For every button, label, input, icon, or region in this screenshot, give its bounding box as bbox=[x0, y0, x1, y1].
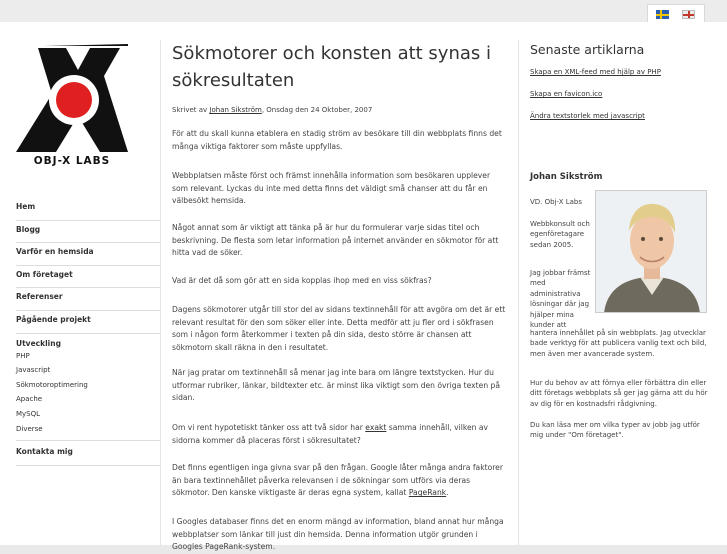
nav-item-kontakta-mig[interactable]: Kontakta mig bbox=[16, 443, 160, 466]
bio-paragraph: Hur du behov av att förnya eller förbättra din eller ditt företags webbplats så ger jag gärna att du hör av dig för en kostnadsfri rådgivning. bbox=[530, 379, 708, 408]
nav-subitem-apache[interactable]: Apache bbox=[16, 395, 43, 404]
article-meta bbox=[172, 106, 372, 114]
author-photo bbox=[595, 190, 707, 313]
article-paragraph: För att du skall kunna etablera en stadig ström av besökare till din webbplats finns det många viktiga faktorer som måste uppfyllas. bbox=[172, 129, 502, 151]
page bbox=[0, 22, 727, 552]
logo-text: OBJ-X LABS bbox=[33, 155, 111, 167]
exakt-link[interactable]: exakt bbox=[365, 423, 387, 432]
pagerank-link[interactable]: PageRank bbox=[408, 488, 447, 498]
nav-subitem-diverse[interactable]: Diverse bbox=[16, 424, 43, 433]
left-sidebar bbox=[0, 22, 160, 545]
uk-flag-icon[interactable] bbox=[682, 10, 695, 19]
nav-item-hem[interactable]: Hem bbox=[16, 198, 160, 221]
latest-articles-heading: Senaste artiklarna bbox=[530, 42, 645, 57]
nav-subitem-php[interactable]: PHP bbox=[16, 351, 30, 360]
right-divider bbox=[518, 40, 519, 545]
article-paragraph: Dagens sökmotorer utgår till stor del av sidans textinnehåll för att avgöra om det är ett relevant resultat för den som söker eller inte. Detta medför att ju fler ord i sökfrasen som i någon form återkommer i texten på din sida, desto större är chansen att sökmotorn skall räkna in den i resultatet. bbox=[172, 305, 506, 352]
nav-subitem-javascript[interactable]: Javascript bbox=[16, 366, 51, 375]
nav-item-utveckling[interactable]: Utveckling bbox=[16, 338, 61, 348]
nav-item-blogg[interactable]: Blogg bbox=[16, 221, 160, 244]
article-paragraph: Webbplatsen måste först och främst innehålla information som besökaren upplever som relevant. Lyckas du inte med detta finns det väldigt små chanser att du får en välbesökt hemsida. bbox=[172, 171, 491, 206]
article-paragraph: Något annat som är viktigt att tänka på är hur du formulerar varje sidas titel och beskrivning. De flesta som letar information på internet använder en sökmotor för att hitta vad de söker. bbox=[172, 223, 499, 258]
logo-x-icon bbox=[16, 44, 128, 154]
meta-date: , Onsdag den 24 Oktober, 2007 bbox=[261, 106, 373, 114]
bio-paragraph: Jag jobbar främst med administrativa lösningar där jag hjälper mina kunder att bbox=[530, 269, 591, 330]
article-paragraph: I Googles databaser finns det en enorm mängd av information, bland annat hur många webbplatser som länkar till just din hemsida. Denna information utgör grunden i Googles PageRank-system. bbox=[172, 517, 504, 552]
p8-text: Det finns egentligen inga givna svar på den frågan. Google låter många andra faktorer än bara textinnehållet påverka relevansen i de sökningar som utförs via deras sökmotor. Den kanske viktigaste är deras egna system, kallat bbox=[172, 463, 503, 498]
nav-subitem-sokmotoroptimering[interactable]: Sökmotoroptimering bbox=[16, 380, 88, 389]
p7-text: Om vi rent hypotetiskt tänker oss att två sidor har bbox=[172, 423, 366, 432]
logo[interactable] bbox=[16, 44, 128, 174]
sweden-flag-icon[interactable] bbox=[656, 10, 669, 19]
author-link[interactable]: Johan Sikström bbox=[209, 106, 262, 114]
nav-item-referenser[interactable]: Referenser bbox=[16, 288, 160, 311]
latest-article-link[interactable]: Ändra textstorlek med javascript bbox=[530, 112, 645, 120]
nav-subitem-mysql[interactable]: MySQL bbox=[16, 409, 41, 418]
language-switcher bbox=[647, 4, 705, 23]
bio-title: VD. Obj-X Labs bbox=[530, 198, 583, 206]
bio-paragraph: hantera innehållet på sin webbplats. Jag utvecklar bade verktyg för att publicera vanlig text och bild, men även mer avancerade system. bbox=[530, 329, 707, 358]
author-name: Johan Sikström bbox=[530, 172, 603, 182]
p7-text-end: samma innehåll, vilken av sidorna kommer då placeras först i sökresultatet? bbox=[172, 423, 489, 445]
nav-item-varfor-en-hemsida[interactable]: Varför en hemsida bbox=[16, 243, 160, 266]
article-paragraph bbox=[172, 422, 508, 447]
left-divider bbox=[160, 40, 161, 545]
article-paragraph: När jag pratar om textinnehåll så menar jag inte bara om längre textstycken. Hur du utformar rubriker, länkar, bildtexter etc. är minst lika viktigt som den övriga texten på sidan. bbox=[172, 368, 501, 403]
nav-group-utveckling bbox=[16, 334, 160, 442]
latest-article-link[interactable]: Skapa en XML-feed med hjälp av PHP bbox=[530, 68, 661, 76]
p8-text-end: . bbox=[446, 488, 449, 498]
main-nav bbox=[16, 198, 160, 466]
nav-item-pagaende-projekt[interactable]: Pågående projekt bbox=[16, 311, 160, 334]
nav-item-om-foretaget[interactable]: Om företaget bbox=[16, 266, 160, 289]
bio-paragraph: Du kan läsa mer om vilka typer av jobb jag utför mig under "Om företaget". bbox=[530, 421, 700, 440]
top-bar bbox=[0, 0, 727, 22]
author-portrait-icon bbox=[596, 191, 707, 313]
meta-prefix: Skrivet av bbox=[172, 106, 210, 114]
article-title: Sökmotorer och konsten att synas i sökresultaten bbox=[172, 43, 491, 91]
latest-article-link[interactable]: Skapa en favicon.ico bbox=[530, 90, 603, 98]
bio-paragraph: Webbkonsult och egenföretagare sedan 2005. bbox=[530, 220, 590, 249]
article-paragraph: Vad är det då som gör att en sida kopplas ihop med en viss sökfras? bbox=[172, 276, 432, 285]
article-paragraph bbox=[172, 462, 508, 500]
